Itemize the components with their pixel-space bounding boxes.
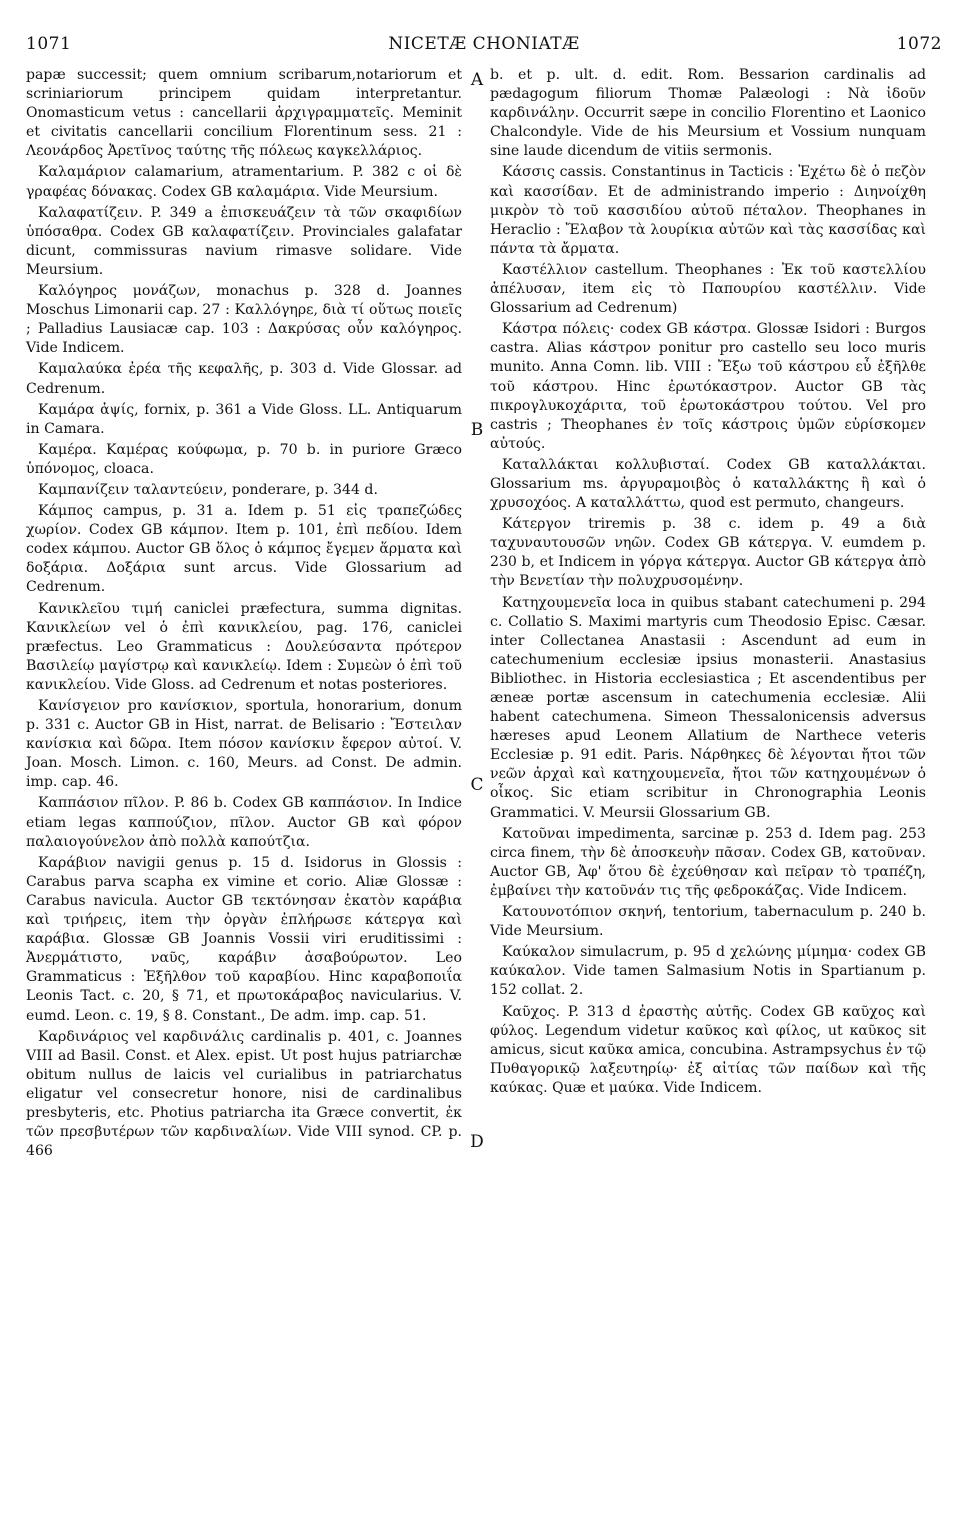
entry-paragraph: Κάτεργον triremis p. 38 c. idem p. 49 a διὰ ταχυναυτουσῶν νηῶν. Codex GB κάτεργα. V. eumdem p. 230 b, et Indicem in γόργα κάτεργα. Auctor GB κάτεργα ἀπὸ τὴν Βενετίαν τὴν πολυχρυσομένην. [490,516,926,590]
entry-paragraph: Κάσσις cassis. Constantinus in Tacticis : Ἐχέτω δὲ ὁ πεζὸν καὶ κασσίδαν. Et de administrando imperio : Διηνοίχθη μικρὸν τὸ τοῦ κασσιδίου αὐτοῦ πέταλον. Theophanes in Heraclio : Ἔλαβον τὰ λουρίκια αὐτῶν καὶ τὰς κασσίδας καὶ πάντα τὰ ἄρματα. [490,164,926,257]
entry-paragraph: Καύκαλον simulacrum, p. 95 d χελώνης μίμημα· codex GB καύκαλον. Vide tamen Salmasium Notis in Spartianum p. 152 collat. 2. [490,944,926,999]
page-number-right: 1072 [896,34,942,54]
left-column [26,66,462,1163]
entry-paragraph: Καῦχος. P. 313 d ἐραστὴς αὐτῆς. Codex GB καῦχος καὶ φύλος. Legendum videtur καῦκος καὶ φίλος, ut καῦκος sit amicus, sicut καῦκα amica, concubina. Astrampsychus ἐν τῷ Πυθαγορικῷ λαξευτηρίῳ· ἐξ αἰτίας τῶν παίδων καὶ τῆς καύκας. Quæ et μαύκα. Vide Indicem. [490,1003,926,1096]
entry-paragraph: Κατοῦναι impedimenta, sarcinæ p. 253 d. Idem pag. 253 circa finem, τὴν δὲ ἀποσκευὴν πᾶσαν. Codex GB, κατοῦναν. Auctor GB, Ἀφ' ὅτου δὲ ἐχεύθησαν καὶ πεῖραν τὸ τραπέζη, ἐμβαίνει τὴν κατοῦνάν τις τῆς φεδροκάζας. Vide Indicem. [490,825,926,899]
entry-paragraph: Καμαλαύκα ἐρέα τῆς κεφαλῆς, p. 303 d. Vide Glossar. ad Cedrenum. [26,361,462,397]
section-marker-a: A [470,70,484,90]
page-number-left: 1071 [26,34,72,54]
entry-paragraph: Καμέρα. Καμέρας κούφωμα, p. 70 b. in puriore Græco ὑπόνομος, cloaca. [26,441,462,477]
entry-paragraph: Καστέλλιον castellum. Theophanes : Ἐκ τοῦ καστελλίου ἀπέλυσαν, item εἰς τὸ Παπουρίου καστέλλιν. Vide Glossarium ad Cedrenum) [490,261,926,317]
entry-paragraph: Καλόγηρος μονάζων, monachus p. 328 d. Joannes Moschus Limonarii cap. 27 : Καλλόγηρε, διὰ τί οὕτως ποιεῖς ; Palladius Lausiacæ cap. 103 : Δακρύσας οὖν καλόγηρος. Vide Indicem. [26,283,462,357]
entry-paragraph: Κανικλεῖου τιμή caniclei præfectura, summa dignitas. Κανικλείων vel ὁ ἐπὶ κανικλείου, pag. 176, caniclei præfectus. Leo Grammaticus : Δουλεύσαντα πρότερον Βασιλείῳ μαγίστρῳ καὶ κανικλείῳ. Idem : Συμεὼν ὁ ἐπὶ τοῦ κανικλείου. Vide Gloss. ad Cedrenum et notas posteriores. [26,600,462,693]
page-header [26,34,942,58]
section-marker-c: C [470,775,484,795]
section-marker-d: D [470,1132,484,1152]
entry-paragraph: papæ successit; quem omnium scribarum,notariorum et scriniariorum principem quidam interpretantur. Onomasticum vetus : cancellarii ἀρχιγραμματεῖς. Meminit et civitatis cancellarii concilium Florentinum sess. 21 : Λεονάρδος Ἀρετῖνος ταύτης τῆς πόλεως καγκελλάριος. [26,67,462,160]
section-marker-b: B [470,420,484,440]
running-title: NICETÆ CHONIATÆ [388,34,580,54]
entry-paragraph: Κάστρα πόλεις· codex GB κάστρα. Glossæ Isidori : Burgos castra. Alias κάστρον ponitur pro castello seu loco muris munito. Anna Comn. lib. VIII : Ἔξω τοῦ κάστρου εὖ ἐξῆλθε τοῦ κάστρου. Hinc ἐρωτόκαστρον. Auctor GB τὰς πικρογλυκοχάριτα, τοῦ ἐρωτοκάστρου τούτου. Vel pro castris ; Theophanes ἐν τοῖς κάστροις ὑμῶν εὑρίσκομεν αὐτούς. [490,321,926,452]
entry-paragraph: Κατηχουμενεῖα loca in quibus stabant catechumeni p. 294 c. Collatio S. Maximi martyris cum Theodosio Episc. Cæsar. inter Collectanea Anastasii : Ascendunt ad eum in catechumenium ecclesiæ ipsius monasterii. Anastasius Bibliothec. in Historia ecclesiastica ; Et ascendentibus per æneæ portæ ascensum in catechumenia ecclesiæ. Alii habent catechumena. Simeon Thessalonicensis adversus hæreses apud Leonem Allatium de Narthece veteris Ecclesiæ p. 91 edit. Paris. Νάρθηκες δὲ λέγονται ἤτοι τῶν νεῶν ἀρχαὶ καὶ κατηχουμενεῖα, ἤτοι τῶν κατηχουμένων ὁ οἶκος. Sic etiam scribitur in Chronographia Leonis Grammatici. V. Meursii Glossarium GB. [490,594,926,821]
entry-paragraph: Καράβιον navigii genus p. 15 d. Isidorus in Glossis : Carabus parva scapha ex vimine et corio. Aliæ Glossæ : Carabus navicula. Auctor GB τεκτόνησαν ἑκατὸν καράβια καὶ τριήρεις, item τὴν ὀργὰν ἐπλήρωσε κάτεργα καὶ καράβια. Glossæ GB Joannis Vossii viri eruditissimi : Ἀνερμάτιστο, ναῦς, καράβιν ἀσαβούρωτον. Leo Grammaticus : Ἐξῆλθον τοῦ καραβίου. Hinc καραβοποιΐα Leonis Tact. c. 20, § 71, et πρωτοκάραβος navicularius. V. eumd. Leon. c. 19, § 8. Constant., De adm. imp. cap. 51. [26,854,462,1024]
entry-paragraph: b. et p. ult. d. edit. Rom. Bessarion cardinalis ad pædagogum filiorum Thomæ Palæologi : Νὰ ἰδοῦν καρδινάλην. Occurrit sæpe in concilio Florentino et Laonico Chalcondyle. Vide de his Meursium et Vossium nunquam sine laude dicendum de vitiis sermonis. [490,67,926,160]
entry-paragraph: Καρδινάριος vel καρδινάλις cardinalis p. 401, c. Joannes VIII ad Basil. Const. et Alex. epist. Ut post hujus patriarchæ obitum nullus de laicis vel curialibus in patriarchatus eligatur vel consecretur honore, nisi de cardinalibus presbyteris, etc. Photius patriarcha ita Græce convertit, ἐκ τῶν πρεσβυτέρων τῶν καρδιναλίων. Vide VIII synod. CP. p. 466 [26,1028,462,1160]
entry-paragraph: Καλαφατίζειν. P. 349 a ἐπισκευάζειν τὰ τῶν σκαφιδίων ὑπόσαθρα. Codex GB καλαφατίζειν. Provinciales galafatar dicunt, commissuras navium rimasve solidare. Vide Meursium. [26,204,462,278]
entry-paragraph: Καλαμάριον calamarium, atramentarium. P. 382 c οἱ δὲ γραφέας δόνακας. Codex GB καλαμάρια. Vide Meursium. [26,164,462,200]
entry-paragraph: Κατουνοτόπιον σκηνή, tentorium, tabernaculum p. 240 b. Vide Meursium. [490,904,926,940]
entry-paragraph: Καμπανίζειν ταλαντεύειν, ponderare, p. 344 d. [38,481,378,498]
entry-paragraph: Κάμπος campus, p. 31 a. Idem p. 51 εἰς τραπεζώδες χωρίον. Codex GB κάμπον. Item p. 101, ἐπὶ πεδίου. Idem codex κάμπου. Auctor GB ὅλος ὁ κάμπος ἔγεμεν ἅρματα καὶ δοξάρια. Δοξάρια sunt arcus. Vide Glossarium ad Cedrenum. [26,503,462,596]
entry-paragraph: Καππάσιον πῖλον. P. 86 b. Codex GB καππάσιον. In Indice etiam legas καππούζιον, πῖλον. Auctor GB καὶ φόρον παλαιογούνελον ἀπὸ πολλὰ καπούτζια. [26,795,462,850]
entry-paragraph: Καμάρα ἀψίς, fornix, p. 361 a Vide Gloss. LL. Antiquarum in Camara. [26,401,462,437]
entry-paragraph: Καταλλάκται κολλυβισταί. Codex GB καταλλάκται. Glossarium ms. ἀργυραμοιβὸς ὁ καταλλάκτης ἢ καὶ ὁ χρυσοχόος. A καταλλάττω, quod est permuto, changeurs. [490,456,926,512]
right-column [490,66,926,1100]
entry-paragraph: Κανίσγειον pro κανίσκιον, sportula, honorarium, donum p. 331 c. Auctor GB in Hist, narrat. de Belisario : Ἔστειλαν κανίσκια καὶ δῶρα. Item πόσον κανίσκιν ἔφερον αὐτοί. V. Joan. Mosch. Limon. c. 160, Meurs. ad Const. De admin. imp. cap. 46. [26,698,462,791]
